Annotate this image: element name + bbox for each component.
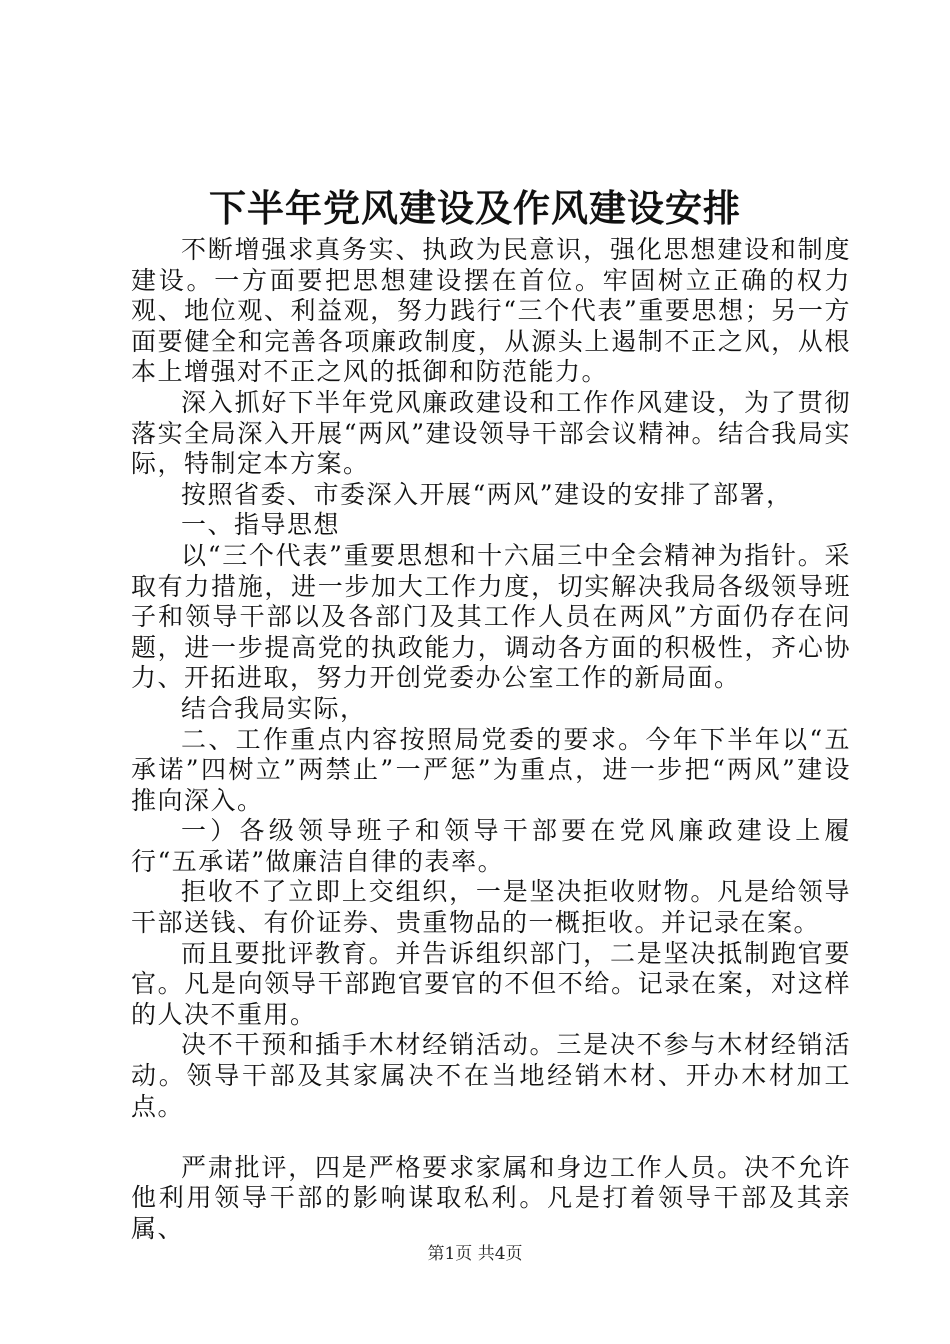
section-heading: 二、工作重点内容按照局党委的要求。今年下半年以“五承诺”四树立”两禁止”一严惩”为重点，进一步把“两风”建设推向深入。	[131, 724, 851, 815]
paragraph: 而且要批评教育。并告诉组织部门，二是坚决抵制跑官要官。凡是向领导干部跑官要官的不但不给。记录在案，对这样的人决不重用。	[131, 938, 851, 1029]
paragraph: 结合我局实际，	[181, 693, 367, 723]
page-number-footer: 第1页 共4页	[427, 1244, 523, 1264]
document-title: 下半年党风建设及作风建设安排	[209, 186, 741, 230]
section-heading: 一、指导思想	[181, 510, 341, 540]
paragraph: 决不干预和插手木材经销活动。三是决不参与木材经销活动。领导干部及其家属决不在当地经销木材、开办木材加工点。	[131, 1030, 851, 1121]
paragraph: 以“三个代表”重要思想和十六届三中全会精神为指针。采取有力措施，进一步加大工作力度，切实解决我局各级领导班子和领导干部以及各部门及其工作人员在两风”方面仍存在问题，进一步提高党的执政能力，调动各方面的积极性，齐心协力、开拓进取，努力开创党委办公室工作的新局面。	[131, 540, 851, 693]
sub-heading: 一）各级领导班子和领导干部要在党风廉政建设上履行“五承诺”做廉洁自律的表率。	[131, 816, 851, 876]
paragraph: 严肃批评，四是严格要求家属和身边工作人员。决不允许他利用领导干部的影响谋取私利。凡是打着领导干部及其亲属、	[131, 1152, 851, 1243]
paragraph: 不断增强求真务实、执政为民意识，强化思想建设和制度建设。一方面要把思想建设摆在首位。牢固树立正确的权力观、地位观、利益观，努力践行“三个代表”重要思想；另一方面要健全和完善各项廉政制度，从源头上遏制不正之风，从根本上增强对不正之风的抵御和防范能力。	[131, 235, 851, 387]
paragraph: 按照省委、市委深入开展“两风”建设的安排了部署，	[181, 479, 793, 509]
paragraph: 深入抓好下半年党风廉政建设和工作作风建设，为了贯彻落实全局深入开展“两风”建设领导干部会议精神。结合我局实际，特制定本方案。	[131, 387, 851, 479]
document-body	[131, 235, 851, 1245]
paragraph: 拒收不了立即上交组织，一是坚决拒收财物。凡是给领导干部送钱、有价证券、贵重物品的一概拒收。并记录在案。	[131, 877, 851, 938]
